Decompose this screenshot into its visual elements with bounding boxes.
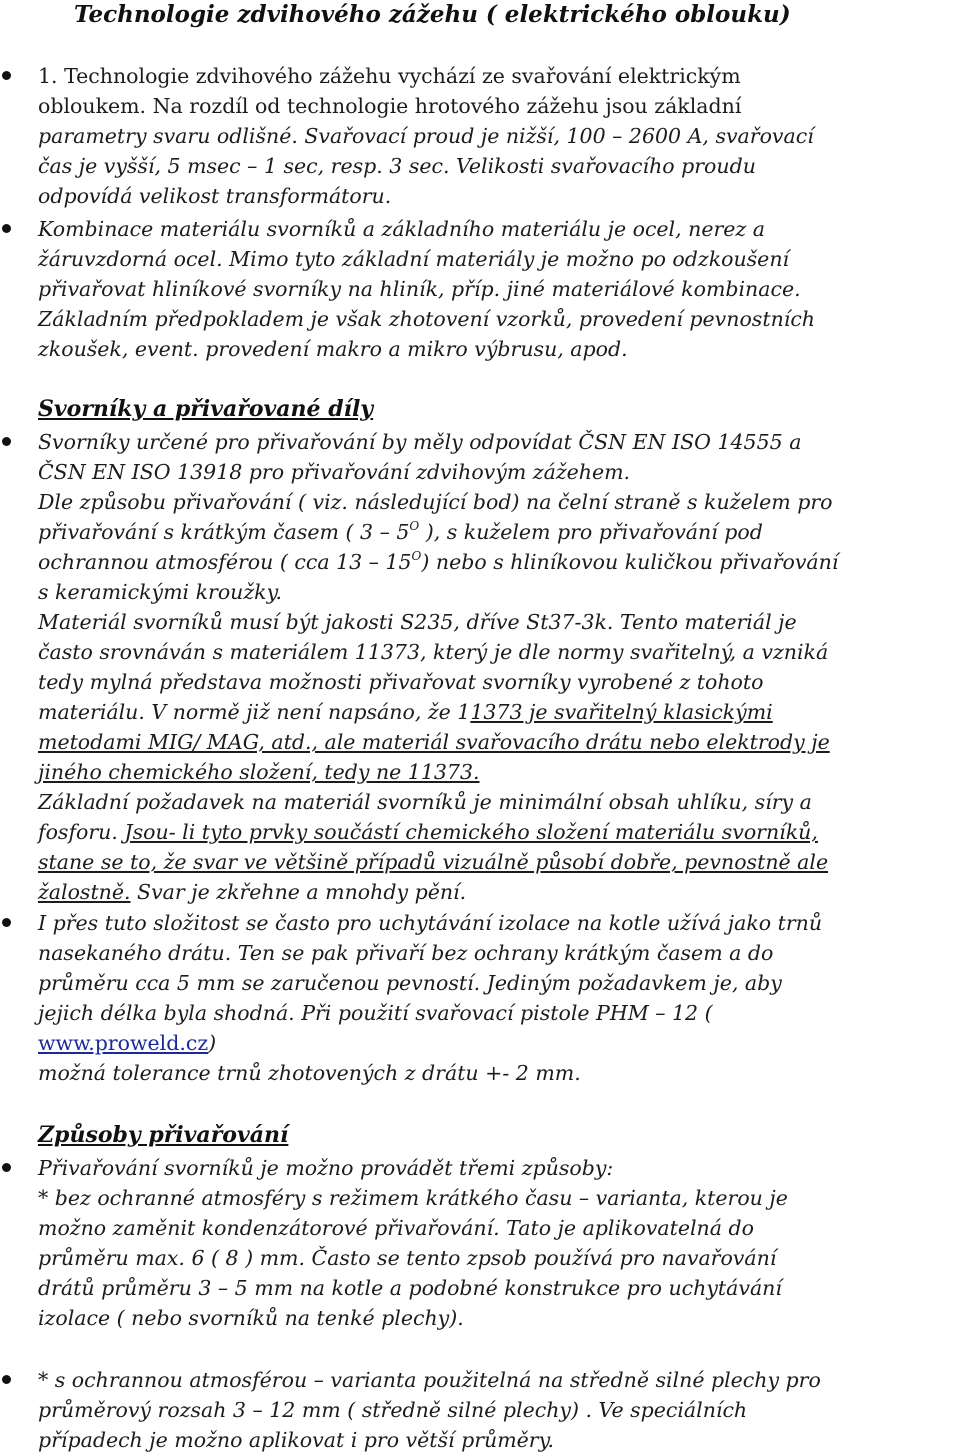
text-line: případech je možno aplikovat i pro větší průměry. [38, 1428, 554, 1452]
text-line [38, 877, 953, 907]
text-run: ), s kuželem pro přivařování pod [419, 520, 763, 544]
underlined-text-line: metodami MIG/ MAG, atd., ale materiál svařovacího drátu nebo elektrody je [38, 730, 830, 754]
text-line: žáruvzdorná ocel. Mimo tyto základní materiály je možno po odzkoušení [38, 247, 790, 271]
section-heading-studs: Svorníky a přivařované díly [38, 396, 374, 422]
text-run: přivařování s krátkým časem ( 3 – 5 [38, 520, 410, 544]
text-line: * bez ochranné atmosféry s režimem krátkého času – varianta, kterou je [38, 1186, 788, 1210]
text-line: Základní požadavek na materiál svorníků je minimální obsah uhlíku, síry a [38, 790, 812, 814]
bullet-icon [2, 1163, 11, 1172]
text-line: průměru cca 5 mm se zaručenou pevností. Jediným požadavkem je, aby [38, 971, 782, 995]
text-run: Svar je zkřehne a mnohdy pění. [130, 880, 467, 904]
text-line: možno zaměnit kondenzátorové přivařování. Tato je aplikovatelná do [38, 1216, 754, 1240]
text-run: ) [208, 1031, 217, 1055]
text-run: ochrannou atmosférou ( cca 13 – 15 [38, 550, 412, 574]
paragraph-material-combinations [38, 214, 953, 364]
text-line: často srovnáván s materiálem 11373, který je dle normy svařitelný, a vzniká [38, 640, 829, 664]
text-line: Svorníky určené pro přivařování by měly odpovídat ČSN EN ISO 14555 a [38, 430, 802, 454]
underlined-text: jiného chemického složení, tedy ne 11373. [38, 760, 480, 784]
underlined-text: Jsou- li tyto prvky součástí chemického složení materiálu svorníků, [124, 820, 818, 844]
superscript: O [409, 519, 420, 533]
text-line: izolace ( nebo svorníků na tenké plechy). [38, 1306, 464, 1330]
bullet-icon [2, 1375, 11, 1384]
text-line: parametry svaru odlišné. Svařovací proud je nižší, 100 – 2600 A, svařovací [38, 124, 814, 148]
section-heading-methods: Způsoby přivařování [38, 1122, 289, 1148]
paragraph-stud-standards [38, 427, 953, 907]
paragraph-wire-pins [38, 908, 953, 1088]
text-line: Materiál svorníků musí být jakosti S235, dříve St37-3k. Tento materiál je [38, 610, 797, 634]
text-line [38, 757, 953, 787]
text-line: obloukem. Na rozdíl od technologie hrotového zážehu jsou základní [38, 94, 742, 118]
text-line: průměru max. 6 ( 8 ) mm. Často se tento zpsob používá pro navařování [38, 1246, 777, 1270]
text-line [38, 697, 953, 727]
text-line: odpovídá velikost transformátoru. [38, 184, 392, 208]
paragraph-technology [38, 61, 953, 211]
text-line: přivařovat hliníkové svorníky na hliník, příp. jiné materiálové kombinace. [38, 277, 801, 301]
text-line: zkoušek, event. provedení makro a mikro výbrusu, apod. [38, 337, 628, 361]
text-line: s keramickými kroužky. [38, 580, 282, 604]
text-line: ČSN EN ISO 13918 pro přivařování zdvihovým zážehem. [38, 460, 631, 484]
underlined-text-line: stane se to, že svar ve většině případů vizuálně působí dobře, pevnostně ale [38, 850, 829, 874]
bullet-icon [2, 71, 11, 80]
text-run: ) nebo s hliníkovou kuličkou přivařování [421, 550, 839, 574]
text-line [38, 547, 953, 577]
text-line: I přes tuto složitost se často pro uchytávání izolace na kotle užívá jako trnů [38, 911, 823, 935]
text-line: možná tolerance trnů zhotovených z drátu +- 2 mm. [38, 1061, 581, 1085]
text-line: * s ochrannou atmosférou – varianta použitelná na středně silné plechy pro [38, 1368, 821, 1392]
underlined-text: 1373 je svařitelný klasickými [470, 700, 773, 724]
text-line: průměrový rozsah 3 – 12 mm ( středně silné plechy) . Ve speciálních [38, 1398, 748, 1422]
text-line [38, 1028, 953, 1058]
text-line: čas je vyšší, 5 msec – 1 sec, resp. 3 sec. Velikosti svařovacího proudu [38, 154, 756, 178]
underlined-text: žalostně. [38, 880, 131, 904]
text-line [38, 517, 953, 547]
text-line: nasekaného drátu. Ten se pak přivaří bez ochrany krátkým časem a do [38, 941, 774, 965]
text-line: Dle způsobu přivařování ( viz. následující bod) na čelní straně s kuželem pro [38, 490, 833, 514]
paragraph-welding-methods [38, 1153, 953, 1333]
text-line: drátů průměru 3 – 5 mm na kotle a podobné konstrukce pro uchytávání [38, 1276, 782, 1300]
bullet-icon [2, 918, 11, 927]
bullet-icon [2, 224, 11, 233]
text-line: tedy mylná představa možnosti přivařovat svorníky vyrobené z tohoto [38, 670, 764, 694]
paragraph-shielded-method [38, 1365, 953, 1455]
text-line: 1. Technologie zdvihového zážehu vychází ze svařování elektrickým [38, 64, 741, 88]
text-line: Přivařování svorníků je možno provádět třemi způsoby: [38, 1156, 614, 1180]
bullet-icon [2, 437, 11, 446]
text-line [38, 817, 953, 847]
text-line: Kombinace materiálu svorníků a základního materiálu je ocel, nerez a [38, 217, 765, 241]
superscript: O [411, 549, 422, 563]
text-line: Základním předpokladem je však zhotovení vzorků, provedení pevnostních [38, 307, 816, 331]
proweld-link[interactable]: www.proweld.cz [38, 1031, 209, 1055]
document-title: Technologie zdvihového zážehu ( elektrického oblouku) [74, 1, 791, 28]
text-run: materiálu. V normě již není napsáno, že 1 [38, 700, 471, 724]
text-line: jejich délka byla shodná. Při použití svařovací pistole PHM – 12 ( [38, 1001, 713, 1025]
text-run: fosforu. [38, 820, 125, 844]
